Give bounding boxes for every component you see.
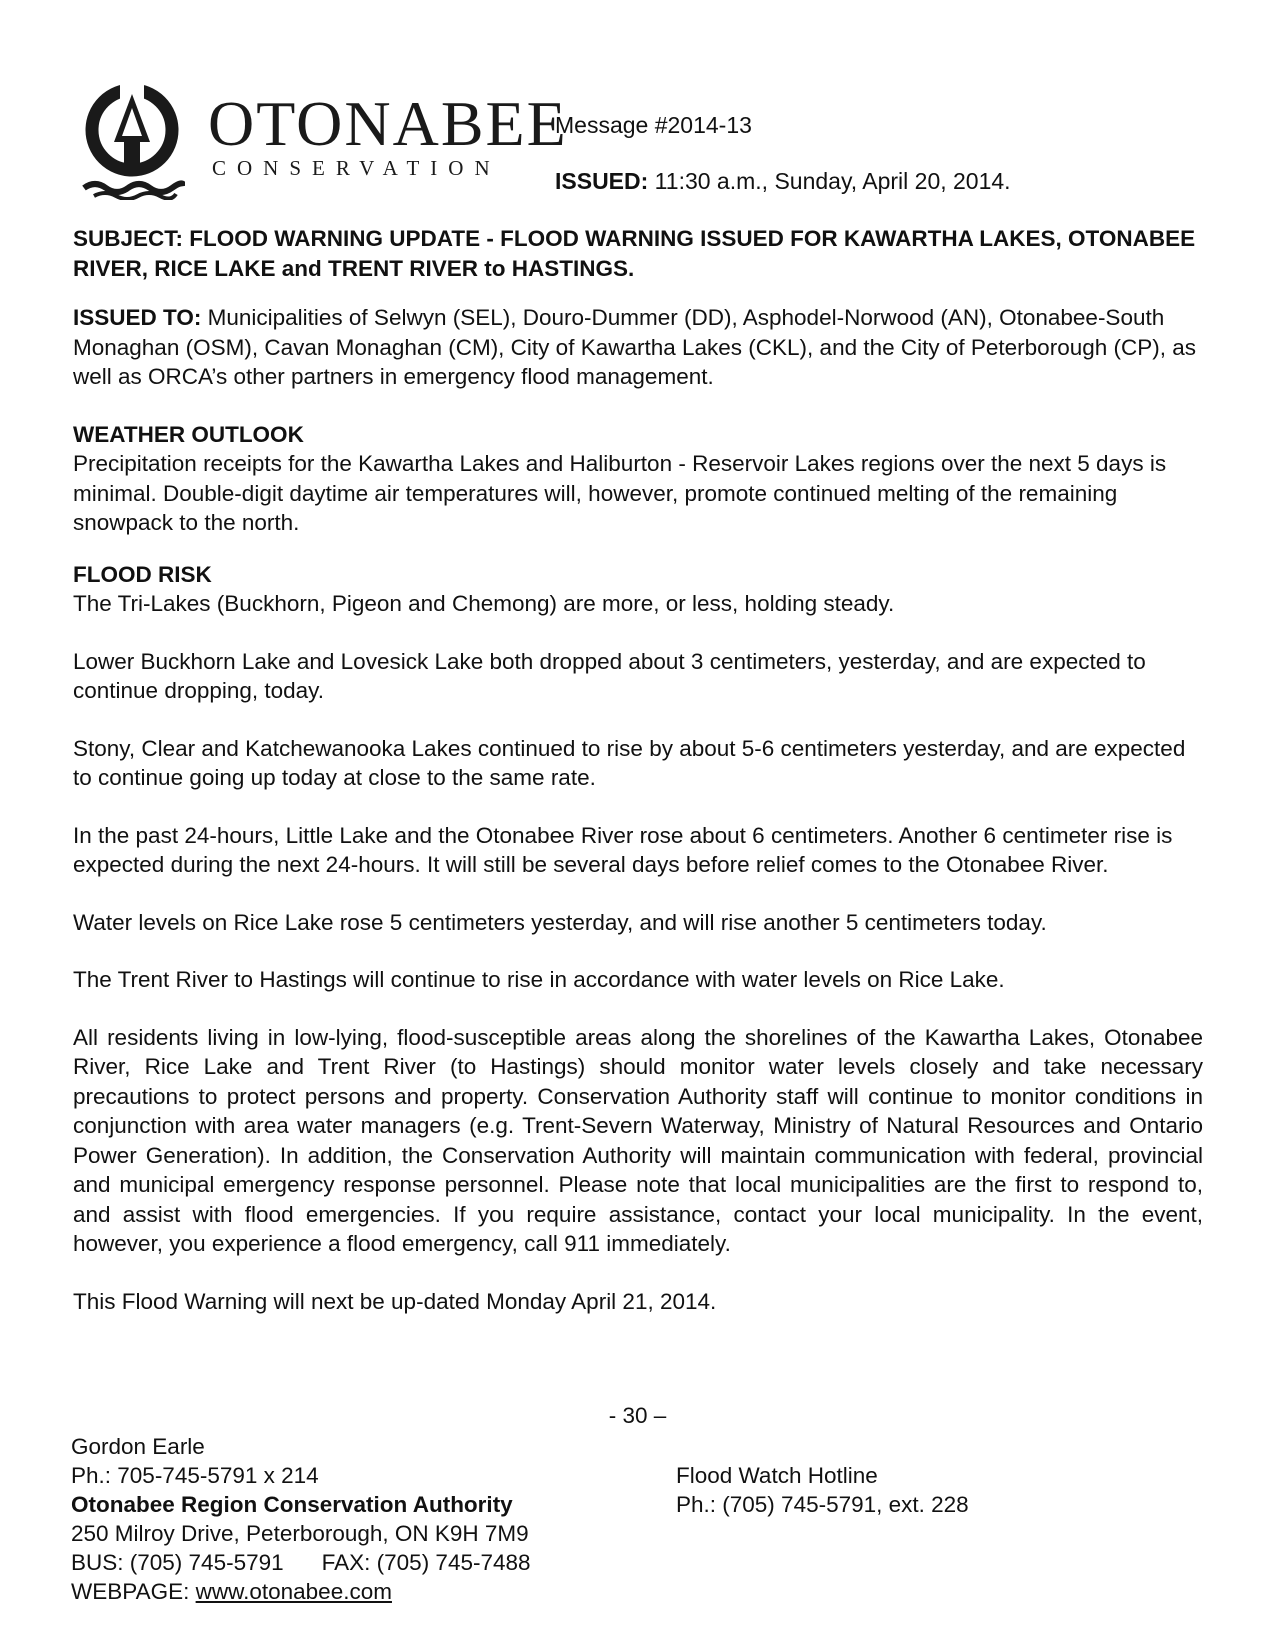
contact-block — [71, 1432, 531, 1606]
webpage-row — [71, 1577, 531, 1606]
issued-label: ISSUED: — [555, 168, 649, 194]
issued-to — [73, 303, 1203, 392]
weather-outlook-heading: WEATHER OUTLOOK — [73, 421, 304, 447]
flood-risk-heading: FLOOD RISK — [73, 561, 212, 587]
hotline-block — [676, 1461, 969, 1519]
business-phone: BUS: (705) 745-5791 — [71, 1550, 284, 1575]
organization-name: Otonabee Region Conservation Authority — [71, 1492, 513, 1517]
hotline-phone: Ph.: (705) 745-5791, ext. 228 — [676, 1492, 969, 1517]
issued-value: 11:30 a.m., Sunday, April 20, 2014. — [648, 168, 1011, 194]
issued-to-label: ISSUED TO: — [73, 305, 202, 330]
logo-wordmark: OTONABEE — [208, 88, 568, 159]
flood-risk-paragraph: In the past 24-hours, Little Lake and the Otonabee River rose about 6 centimeters. Another 6 centimeter rise is expected during the next 24-hours. It will still be several days before relief comes to the Otonabee River. — [73, 822, 1173, 877]
subject-line: SUBJECT: FLOOD WARNING UPDATE - FLOOD WARNING ISSUED FOR KAWARTHA LAKES, OTONABEE RIVER, RICE LAKE and TRENT RIVER to HASTINGS. — [73, 226, 1196, 281]
issued-line — [555, 168, 1011, 196]
issued-to-text: Municipalities of Selwyn (SEL), Douro-Dummer (DD), Asphodel-Norwood (AN), Otonabee-South Monaghan (OSM), Cavan Monaghan (CM), City of Kawartha Lakes (CKL), and the City of Peterborough (CP), as well as ORCA’s other partners in emergency flood management. — [73, 305, 1197, 389]
logo-subtitle: CONSERVATION — [212, 156, 501, 180]
webpage-link[interactable]: www.otonabee.com — [195, 1579, 392, 1604]
weather-outlook-section — [73, 420, 1203, 538]
flood-risk-section — [73, 560, 1203, 1317]
phone-fax-row — [71, 1548, 531, 1577]
flood-risk-paragraph: Lower Buckhorn Lake and Lovesick Lake both dropped about 3 centimeters, yesterday, and are expected to continue dropping, today. — [73, 648, 1146, 703]
webpage-label: WEBPAGE: — [71, 1579, 196, 1604]
end-marker: - 30 – — [608, 1403, 667, 1428]
flood-risk-paragraph: The Tri-Lakes (Buckhorn, Pigeon and Chemong) are more, or less, holding steady. — [73, 591, 895, 616]
flood-risk-paragraph: Stony, Clear and Katchewanooka Lakes continued to rise by about 5-6 centimeters yesterday, and are expected to continue going up today at close to the same rate. — [73, 735, 1186, 790]
fax-number: FAX: (705) 745-7488 — [321, 1550, 531, 1575]
organization-address: 250 Milroy Drive, Peterborough, ON K9H 7M9 — [71, 1521, 529, 1546]
message-number: Message #2014-13 — [555, 112, 752, 138]
flood-risk-paragraph: Water levels on Rice Lake rose 5 centimeters yesterday, and will rise another 5 centimeters today. — [73, 909, 1047, 935]
next-update-note: This Flood Warning will next be up-dated Monday April 21, 2014. — [73, 1288, 717, 1314]
otonabee-logo-icon — [80, 80, 185, 200]
contact-name: Gordon Earle — [71, 1434, 205, 1459]
document-body — [73, 224, 1203, 1344]
hotline-title: Flood Watch Hotline — [676, 1463, 878, 1488]
flood-risk-paragraph: The Trent River to Hastings will continue to rise in accordance with water levels on Rice Lake. — [73, 967, 1005, 992]
contact-phone: Ph.: 705-745-5791 x 214 — [71, 1463, 319, 1488]
flood-risk-advisory: All residents living in low-lying, flood-susceptible areas along the shorelines of the Kawartha Lakes, Otonabee River, Rice Lake and Trent River (to Hastings) should monitor water levels closely and take necessary precautions to protect persons and property. Conservation Authority staff will continue to monitor conditions in conjunction with area water managers (e.g. Trent-Severn Waterway, Ministry of Natural Resources and Ontario Power Generation). In addition, the Conservation Authority will maintain communication with federal, provincial and municipal emergency response personnel. Please note that local municipalities are the first to respond to, and assist with flood emergencies. If you require assistance, contact your local municipality. In the event, however, you experience a flood emergency, call 911 immediately. — [73, 1024, 1203, 1256]
weather-outlook-text: Precipitation receipts for the Kawartha Lakes and Haliburton - Reservoir Lakes regions over the next 5 days is minimal. Double-digit daytime air temperatures will, however, promote continued melting of the remaining snowpack to the north. — [73, 451, 1167, 535]
